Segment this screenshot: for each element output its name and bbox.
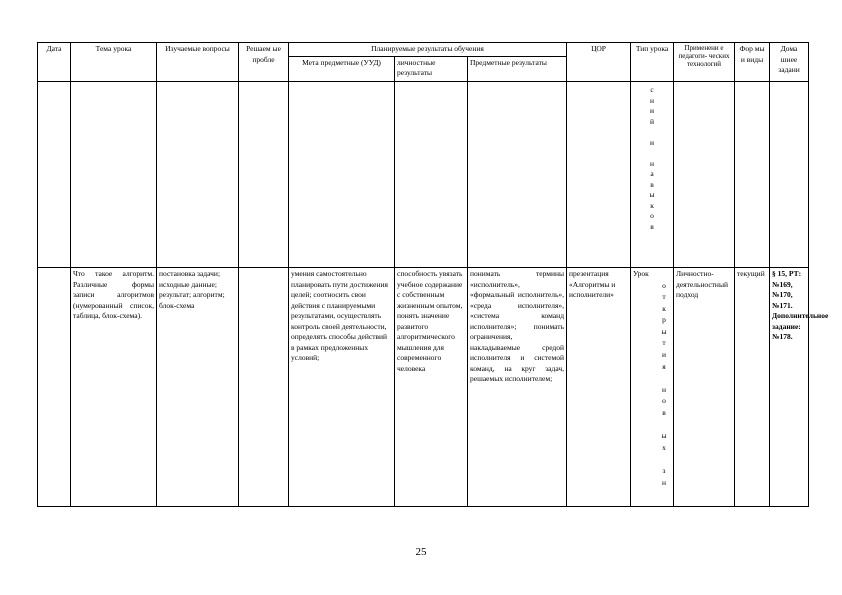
cell-ped-tech-empty: [674, 82, 735, 268]
cell-dor-empty: [567, 82, 631, 268]
header-subject-results: Предметные результаты: [468, 56, 567, 82]
header-meta-results: Мета предметные (УУД): [289, 56, 395, 82]
cell-date-empty: [38, 82, 71, 268]
lesson-type-vertical-text: с н и й и н а в ы к о в: [649, 85, 655, 231]
lesson-type-head: Урок: [633, 269, 649, 278]
header-personal-results: личностные результаты: [395, 56, 468, 82]
header-problems: Решаем ые пробле: [239, 43, 289, 82]
header-lesson-type: Тип урока: [631, 43, 674, 82]
header-dor: ЦОР: [567, 43, 631, 82]
cell-problems: [239, 268, 289, 507]
table-row-continuation: [38, 82, 809, 268]
lesson-plan-table: [37, 42, 829, 507]
header-forms: Фор мы и виды: [735, 43, 770, 82]
cell-topic: Что такое алгоритм. Различные формы записи алгоритмов (нумерованный список, таблица, блок-схема).: [71, 268, 157, 507]
cell-subject-empty: [468, 82, 567, 268]
cell-date: [38, 268, 71, 507]
cell-ped-tech: Личностно-деятельностный подход: [674, 268, 735, 507]
cell-lesson-type-vertical: [631, 82, 674, 268]
cell-subject-results: понимать термины «исполнитель», «формальный исполнитель», «среда исполнителя», «система команд исполнителя»; понимать ограничения, накладываемые средой исполнителя и системой команд, на круг задач, решаемых исполнителем;: [468, 268, 567, 507]
cell-personal-results: способность увязать учебное содержание с собственным жизненным опытом, понять значение развитого алгоритмического мышления для современного человека: [395, 268, 468, 507]
header-topic: Тема урока: [71, 43, 157, 82]
cell-problems-empty: [239, 82, 289, 268]
cell-studied-questions: постановка задачи; исходные данные; результат; алгоритм; блок-схема: [157, 268, 239, 507]
cell-questions-empty: [157, 82, 239, 268]
cell-lesson-type: [631, 268, 674, 507]
page-number: 25: [415, 546, 427, 558]
cell-forms: текущий: [735, 268, 770, 507]
cell-homework-empty: [770, 82, 809, 268]
cell-personal-empty: [395, 82, 468, 268]
header-homework: Дома шнее задани: [770, 43, 809, 82]
cell-homework: § 15, РТ: №169, №170, №171. Дополнительное задание: №178.: [770, 268, 809, 507]
cell-meta-results: умения самостоятельно планировать пути достижения целей; соотносить свои действия с планируемыми результатами, осуществлять контроль своей деятельности, определять способы действий в рамках предложенных условий;: [289, 268, 395, 507]
header-planned-results: Планируемые результаты обучения: [289, 43, 567, 57]
lesson-type-vertical-text: о т к р ы т и я н о в ы х з н: [661, 280, 667, 487]
cell-dor: презентация «Алгоритмы и исполнители»: [567, 268, 631, 507]
header-ped-tech: Применени е педагоги- ческих технологий: [674, 43, 735, 82]
header-date: Дата: [38, 43, 71, 82]
table-header-row: [38, 43, 809, 57]
table-row-lesson: [38, 268, 809, 507]
cell-topic-empty: [71, 82, 157, 268]
cell-forms-empty: [735, 82, 770, 268]
header-studied-questions: Изучаемые вопросы: [157, 43, 239, 82]
cell-meta-empty: [289, 82, 395, 268]
